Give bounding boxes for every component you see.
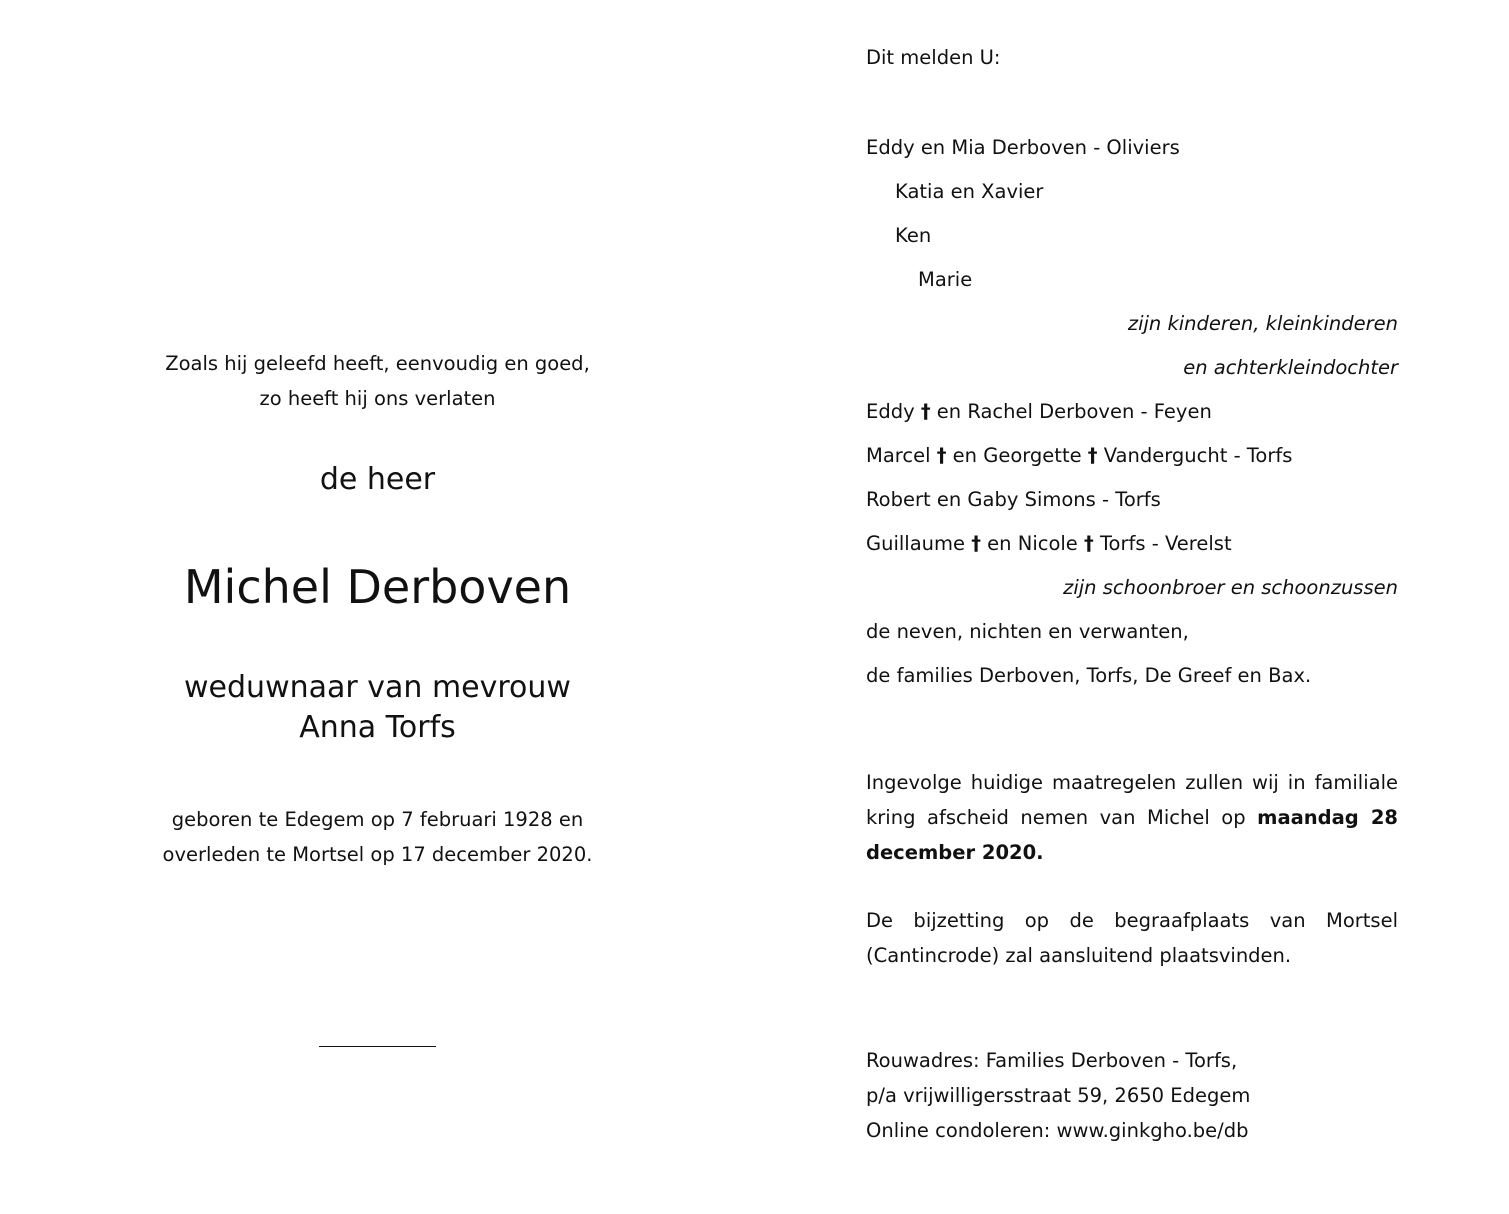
quote-line-2: zo heeft hij ons verlaten: [259, 387, 496, 410]
grandchild-1: Katia en Xavier: [895, 180, 1044, 203]
widower-line-1: weduwnaar van mevrouw: [184, 670, 571, 705]
honorific: de heer: [319, 462, 436, 497]
cross-icon: †: [920, 400, 931, 423]
memorial-quote: [140, 346, 615, 416]
farewell-text: Ingevolge huidige maatregelen zullen wij in familiale kring afscheid nemen van Michel op: [866, 771, 1398, 829]
announcement-column: [866, 0, 1398, 1214]
inlaw-name: Eddy: [866, 400, 921, 423]
cross-icon: †: [1084, 532, 1094, 555]
great-grandchild: Marie: [918, 268, 973, 291]
online-condolence: Online condoleren: www.ginkgho.be/db: [866, 1119, 1249, 1142]
widower-of: [140, 668, 615, 748]
intro: Dit melden U:: [866, 46, 1001, 69]
inlaw-name: Vandergucht - Torfs: [1097, 444, 1293, 467]
children-caption-1: zijn kinderen, kleinkinderen: [1127, 312, 1398, 335]
farewell-paragraph: [866, 765, 1398, 870]
farewell-date: maandag 28 december 2020.: [866, 806, 1398, 864]
died-line: overleden te Mortsel op 17 december 2020.: [162, 843, 593, 866]
inlaw-name: en Nicole: [980, 532, 1085, 555]
inlaw-line-1: [866, 400, 1212, 423]
relatives-line-1: de neven, nichten en verwanten,: [866, 620, 1189, 643]
deceased-name: Michel Derboven: [183, 560, 572, 614]
grandchild-2: Ken: [895, 224, 932, 247]
spouse-name: Anna Torfs: [299, 710, 456, 745]
inlaw-name: Marcel: [866, 444, 937, 467]
children-caption-2: en achterkleindochter: [1183, 356, 1398, 379]
inlaws-caption: zijn schoonbroer en schoonzussen: [1063, 576, 1398, 599]
children-couple: Eddy en Mia Derboven - Oliviers: [866, 136, 1180, 159]
inlaw-name: en Rachel Derboven - Feyen: [930, 400, 1212, 423]
inlaw-line-4: [866, 532, 1232, 555]
inlaw-line-3: Robert en Gaby Simons - Torfs: [866, 488, 1161, 511]
cross-icon: †: [936, 444, 947, 467]
cross-icon: †: [1087, 444, 1098, 467]
inlaw-name: en Georgette: [946, 444, 1088, 467]
address-line-2: p/a vrijwilligersstraat 59, 2650 Edegem: [866, 1084, 1251, 1107]
inlaw-name: Torfs - Verelst: [1093, 532, 1232, 555]
address-block: [866, 1043, 1398, 1148]
burial-paragraph: De bijzetting op de begraafplaats van Mortsel (Cantincrode) zal aansluitend plaatsvinden.: [866, 909, 1398, 967]
born-line: geboren te Edegem op 7 februari 1928 en: [171, 808, 584, 831]
birth-death-dates: [140, 802, 615, 872]
relatives-line-2: de families Derboven, Torfs, De Greef en Bax.: [866, 664, 1312, 687]
inlaw-name: Guillaume: [866, 532, 972, 555]
cross-icon: †: [971, 532, 981, 555]
quote-line-1: Zoals hij geleefd heeft, eenvoudig en goed,: [165, 352, 590, 375]
address-line-1: Rouwadres: Families Derboven - Torfs,: [866, 1049, 1238, 1072]
inlaw-line-2: [866, 444, 1292, 467]
divider-line: [319, 1046, 436, 1047]
